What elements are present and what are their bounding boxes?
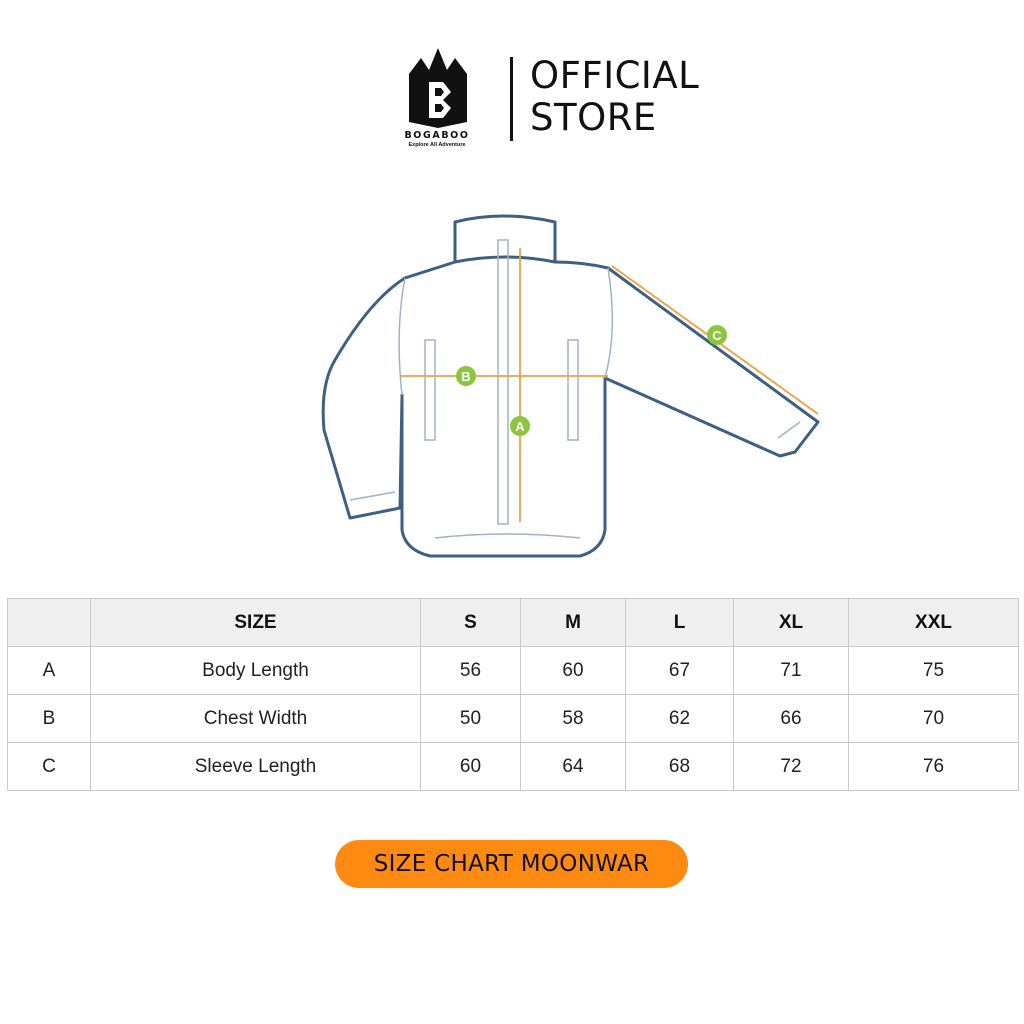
row-value: 71 <box>734 647 849 695</box>
header <box>0 0 1024 170</box>
table-row <box>8 743 1019 791</box>
svg-text:C: C <box>712 328 722 343</box>
size-table <box>7 598 1019 791</box>
brand-logo-icon <box>407 48 469 128</box>
zipper <box>498 240 508 524</box>
brand-name: BOGABOO <box>404 130 470 141</box>
jacket-outline <box>323 262 818 556</box>
left-pocket <box>425 340 435 440</box>
svg-text:A: A <box>515 419 525 434</box>
row-value: 60 <box>421 743 521 791</box>
row-value: 67 <box>626 647 734 695</box>
svg-text:B: B <box>461 369 471 384</box>
header-cell-xxl: XXL <box>849 599 1019 647</box>
marker-a <box>510 416 530 436</box>
table-row <box>8 695 1019 743</box>
row-name: Body Length <box>91 647 421 695</box>
header-cell-s: S <box>421 599 521 647</box>
store-title-line-1: OFFICIAL <box>530 54 700 97</box>
right-pocket <box>568 340 578 440</box>
row-value: 70 <box>849 695 1019 743</box>
row-value: 66 <box>734 695 849 743</box>
row-code: C <box>8 743 91 791</box>
header-cell-code <box>8 599 91 647</box>
header-cell-m: M <box>521 599 626 647</box>
row-value: 50 <box>421 695 521 743</box>
store-title-line-2: STORE <box>530 96 657 139</box>
jacket-diagram <box>300 200 840 580</box>
row-value: 56 <box>421 647 521 695</box>
size-chart-title: SIZE CHART MOONWAR <box>335 840 688 888</box>
table-row <box>8 647 1019 695</box>
jacket-illustration <box>300 200 840 580</box>
marker-b <box>456 366 476 386</box>
collar <box>455 216 555 262</box>
row-name: Chest Width <box>91 695 421 743</box>
row-name: Sleeve Length <box>91 743 421 791</box>
row-value: 68 <box>626 743 734 791</box>
row-value: 58 <box>521 695 626 743</box>
brand-tagline: Explore All Adventure <box>408 142 466 148</box>
row-value: 64 <box>521 743 626 791</box>
row-code: A <box>8 647 91 695</box>
brand-logo <box>395 48 485 158</box>
row-value: 76 <box>849 743 1019 791</box>
row-value: 75 <box>849 647 1019 695</box>
row-value: 72 <box>734 743 849 791</box>
row-value: 60 <box>521 647 626 695</box>
row-code: B <box>8 695 91 743</box>
table-header-row <box>8 599 1019 647</box>
header-cell-xl: XL <box>734 599 849 647</box>
row-value: 62 <box>626 695 734 743</box>
header-cell-size: SIZE <box>91 599 421 647</box>
header-divider <box>510 57 513 141</box>
store-title <box>530 55 770 139</box>
marker-c <box>707 325 727 345</box>
header-cell-l: L <box>626 599 734 647</box>
